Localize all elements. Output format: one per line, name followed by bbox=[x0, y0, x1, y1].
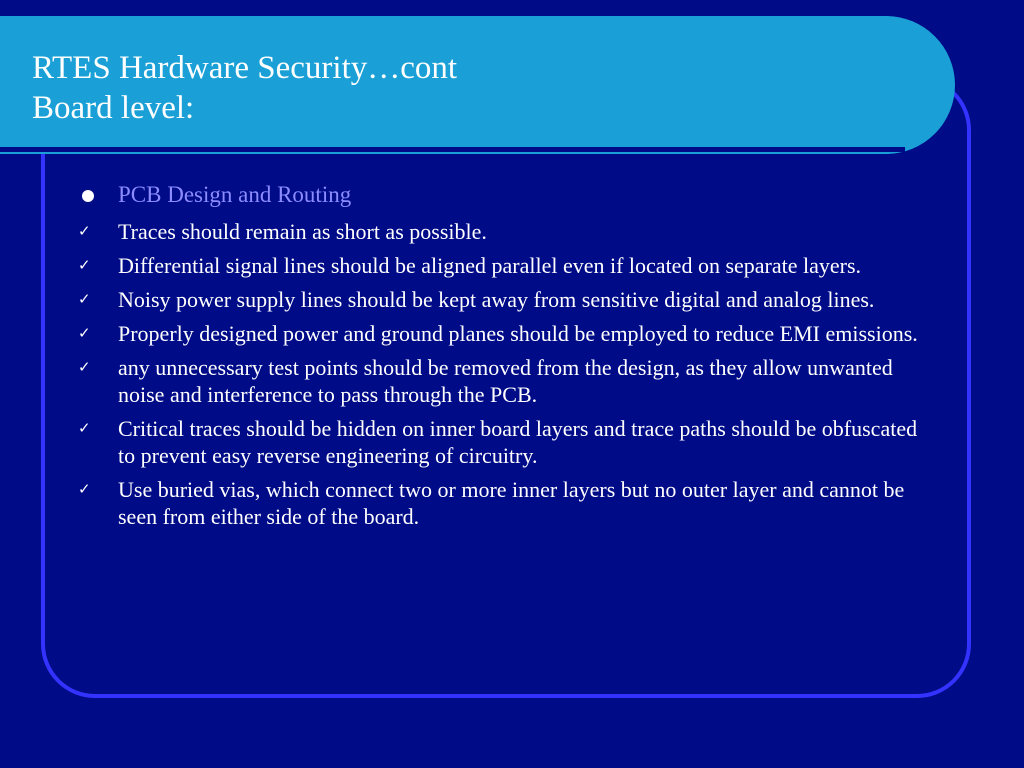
checkmark-icon: ✓ bbox=[78, 256, 91, 274]
title-line-2: Board level: bbox=[32, 90, 195, 126]
bullet-dot-icon bbox=[82, 190, 94, 202]
checklist-item bbox=[78, 218, 938, 245]
checklist-item-text: Critical traces should be hidden on inner board layers and trace paths should be obfuscated to prevent easy reverse engineering of circuitry. bbox=[118, 416, 918, 468]
checklist-item-text: Differential signal lines should be aligned parallel even if located on separate layers. bbox=[118, 253, 862, 278]
checkmark-icon: ✓ bbox=[78, 222, 91, 240]
title-line-1: RTES Hardware Security…cont bbox=[32, 50, 458, 86]
slide-title bbox=[32, 48, 892, 128]
checklist-item-text: Noisy power supply lines should be kept away from sensitive digital and analog lines. bbox=[118, 287, 875, 312]
checklist-item bbox=[78, 252, 938, 279]
section-heading: PCB Design and Routing bbox=[118, 182, 352, 207]
checklist-item-text: Traces should remain as short as possible. bbox=[118, 219, 487, 244]
title-banner bbox=[0, 16, 955, 154]
checkmark-icon: ✓ bbox=[78, 480, 91, 498]
checklist-item-text: Properly designed power and ground planes should be employed to reduce EMI emissions. bbox=[118, 321, 918, 346]
checklist-item bbox=[78, 286, 938, 313]
checklist-item bbox=[78, 415, 938, 469]
heading-row bbox=[78, 180, 938, 210]
checklist-item bbox=[78, 354, 938, 408]
checkmark-icon: ✓ bbox=[78, 358, 91, 376]
checkmark-icon: ✓ bbox=[78, 324, 91, 342]
checkmark-icon: ✓ bbox=[78, 419, 91, 437]
checkmark-icon: ✓ bbox=[78, 290, 91, 308]
checklist-item-text: Use buried vias, which connect two or more inner layers but no outer layer and cannot be seen from either side of the board. bbox=[118, 477, 905, 529]
checklist-item bbox=[78, 476, 938, 530]
checklist bbox=[78, 218, 938, 530]
checklist-item-text: any unnecessary test points should be removed from the design, as they allow unwanted noise and interference to pass through the PCB. bbox=[118, 355, 893, 407]
checklist-item bbox=[78, 320, 938, 347]
title-underline bbox=[0, 147, 905, 152]
slide-body bbox=[78, 180, 938, 537]
